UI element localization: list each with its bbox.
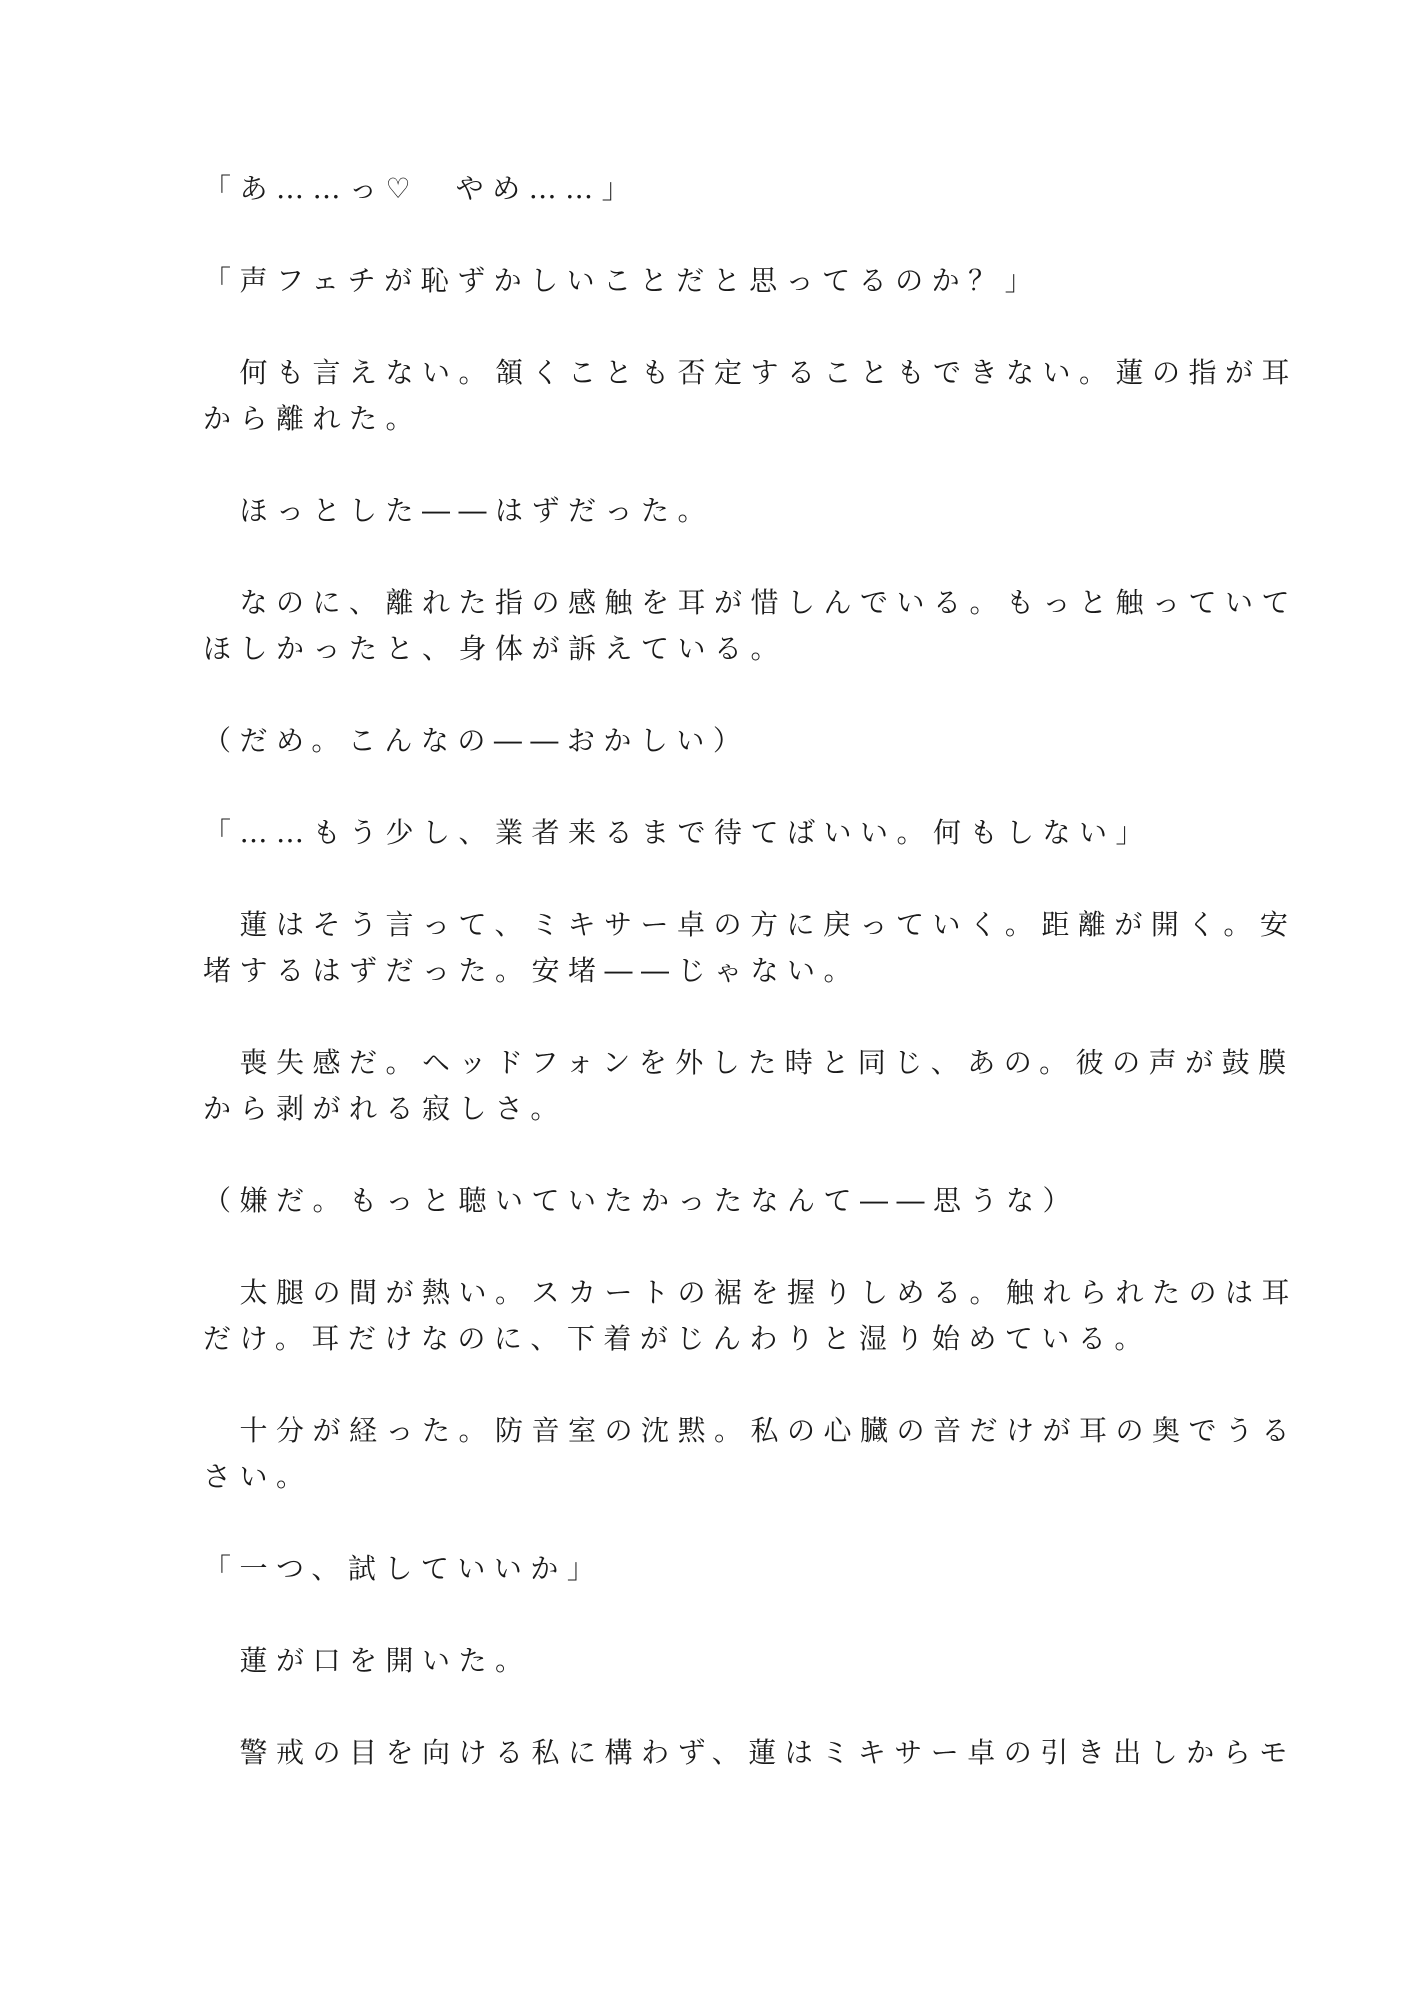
text-line: から離れた。 <box>203 402 423 435</box>
text-line: 喪失感だ。ヘッドフォンを外した時と同じ、あの。彼の声が鼓膜 <box>203 1046 1295 1079</box>
text-line: 「……もう少し、業者来るまで待てばいい。何もしない」 <box>203 816 1153 849</box>
text-line: 堵するはずだった。安堵――じゃない。 <box>203 954 861 987</box>
text-line: 「声フェチが恥ずかしいことだと思ってるのか？」 <box>203 264 1042 297</box>
text-line: 十分が経った。防音室の沈黙。私の心臓の音だけが耳の奥でうる <box>203 1414 1299 1447</box>
paragraph <box>203 580 1299 672</box>
text-line: 「あ……っ♡ やめ……」 <box>203 172 639 205</box>
text-line: 何も言えない。頷くことも否定することもできない。蓮の指が耳 <box>203 356 1299 389</box>
text-line: なのに、離れた指の感触を耳が惜しんでいる。もっと触っていて <box>203 586 1299 619</box>
paragraph <box>203 166 1213 212</box>
paragraph <box>203 1040 1295 1132</box>
text-line: さい。 <box>203 1460 313 1493</box>
text-line: 「一つ、試していいか」 <box>203 1552 604 1585</box>
text-line: ほしかったと、身体が訴えている。 <box>203 632 788 665</box>
paragraph <box>203 1638 1213 1684</box>
paragraph <box>203 488 1213 534</box>
text-line: ほっとした――はずだった。 <box>203 494 715 527</box>
paragraph <box>203 810 1213 856</box>
paragraph <box>203 1730 1296 1776</box>
text-line: 蓮が口を開いた。 <box>203 1644 532 1677</box>
text-line: だけ。耳だけなのに、下着がじんわりと湿り始めている。 <box>203 1322 1151 1355</box>
paragraph <box>203 718 1213 764</box>
novel-text-body <box>203 166 1299 1822</box>
paragraph <box>203 258 1213 304</box>
paragraph <box>203 902 1297 994</box>
paragraph <box>203 1270 1299 1362</box>
text-line: （嫌だ。もっと聴いていたかったなんて――思うな） <box>203 1184 1080 1217</box>
paragraph <box>203 1178 1213 1224</box>
text-line: から剥がれる寂しさ。 <box>203 1092 567 1125</box>
text-line: 警戒の目を向ける私に構わず、蓮はミキサー卓の引き出しからモ <box>203 1736 1296 1769</box>
paragraph <box>203 1408 1299 1500</box>
paragraph <box>203 1546 1213 1592</box>
text-line: 蓮はそう言って、ミキサー卓の方に戻っていく。距離が開く。安 <box>203 908 1297 941</box>
text-line: 太腿の間が熱い。スカートの裾を握りしめる。触れられたのは耳 <box>203 1276 1299 1309</box>
paragraph <box>203 350 1299 442</box>
text-line: （だめ。こんなの――おかしい） <box>203 724 750 757</box>
